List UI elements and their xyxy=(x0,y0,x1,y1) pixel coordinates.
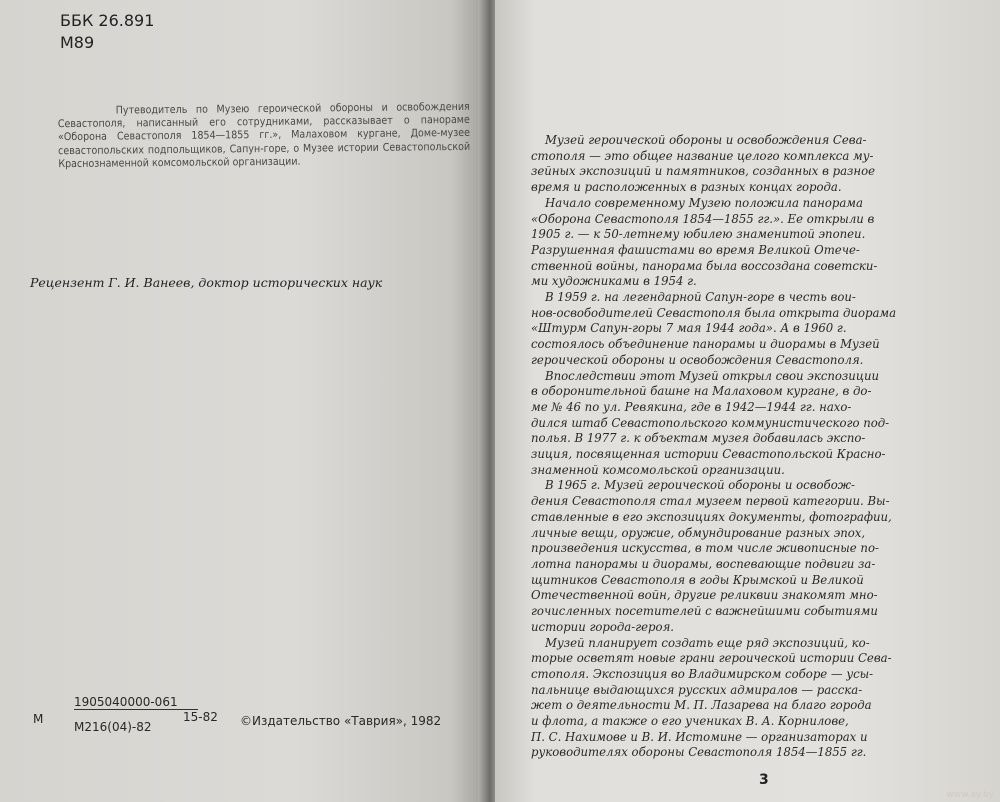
body-line: «Штурм Сапун-горы 7 мая 1944 года». А в 1960 г. xyxy=(531,321,847,336)
body-line: ставленные в его экспозициях документы, фотографии, xyxy=(531,509,892,524)
imprint-code-top: 1905040000-061 xyxy=(74,695,178,709)
body-line: лотна панорамы и диорамы, воспевающие подвиги за- xyxy=(531,556,876,571)
body-line: 1905 г. — к 50-летнему юбилею знаменитой эпопеи. xyxy=(531,227,866,242)
bbk-code: ББК 26.891 xyxy=(60,11,155,30)
body-line: и флота, а также о его учениках В. А. Корнилове, xyxy=(531,714,849,729)
body-line: В 1959 г. на легендарной Сапун-горе в честь вои- xyxy=(545,290,856,305)
right-page xyxy=(495,0,1000,802)
body-line: знаменной комсомольской организации. xyxy=(531,462,785,477)
body-line: гочисленных посетителей с важнейшими событиями xyxy=(531,604,878,619)
body-line: «Оборона Севастополя 1854—1855 гг.». Ее открыли в xyxy=(531,211,875,226)
body-line: дился штаб Севастопольского коммунистического под- xyxy=(531,415,890,430)
body-line: пальнице выдающихся русских адмиралов — расска- xyxy=(531,682,863,697)
annotation: Путеводитель по Музею героической обороны и освобождения Севастополя, написанный его сотрудниками, рассказывает о панораме «Оборона Севастополя 1854—1855 гг.», Малаховом кургане, Доме-музее севастопольских подпольщиков, Сапун-горе, о Музее истории Севастопольской Краснознаменной комсомольской организации. xyxy=(57,100,471,170)
reviewer-line: Рецензент Г. И. Ванеев, доктор исторических наук xyxy=(30,275,383,290)
body-line: дения Севастополя стал музеем первой категории. Вы- xyxy=(531,494,890,509)
bbk-index: М89 xyxy=(60,33,95,52)
body-line: нов-освободителей Севастополя была открыта диорама xyxy=(531,305,897,320)
body-line: героической обороны и освобождения Севастополя. xyxy=(531,352,864,367)
body-line: истории города-героя. xyxy=(531,619,675,634)
imprint-code-side: 15-82 xyxy=(183,710,218,724)
body-text xyxy=(531,133,969,761)
body-line: зейных экспозиций и памятников, созданных в разное xyxy=(531,164,876,179)
body-line: стополя — это общее название целого комплекса му- xyxy=(531,148,874,163)
bbk-block xyxy=(60,10,154,54)
body-line: Музей героической обороны и освобождения Сева- xyxy=(545,133,867,147)
body-line: П. С. Нахимове и В. И. Истомине — организаторах и xyxy=(531,729,868,744)
body-line: личные вещи, оружие, обмундирование разных эпох, xyxy=(531,525,866,540)
body-line: ственной войны, панорама была воссоздана советски- xyxy=(531,258,878,273)
body-line: произведения искусства, в том числе живописные по- xyxy=(531,541,879,556)
imprint-block xyxy=(30,690,480,750)
body-line: В 1965 г. Музей героической обороны и освобож- xyxy=(545,478,855,493)
body-line: Начало современному Музею положила панорама xyxy=(545,195,863,210)
body-line: стополя. Экспозиция во Владимирском соборе — усы- xyxy=(531,666,874,681)
publisher-line: ©Издательство «Таврия», 1982 xyxy=(240,714,442,728)
body-line: время и расположенных в разных концах города. xyxy=(531,180,842,195)
imprint-fraction-line xyxy=(74,709,198,710)
body-line: торые осветят новые грани героической истории Сева- xyxy=(531,651,892,666)
body-line: полья. В 1977 г. к объектам музея добавилась экспо- xyxy=(531,431,866,446)
imprint-code-bottom: М216(04)-82 xyxy=(74,720,152,734)
body-line: в оборонительной башне на Малаховом кургане, в до- xyxy=(531,384,872,399)
body-line: ме № 46 по ул. Ревякина, где в 1942—1944 гг. нахо- xyxy=(531,399,852,414)
body-line: ми художниками в 1954 г. xyxy=(531,274,697,289)
body-line: Отечественной войн, другие реликвии знакомят мно- xyxy=(531,588,878,603)
body-line: щитников Севастополя в годы Крымской и Великой xyxy=(531,572,864,587)
body-line: Разрушенная фашистами во время Великой Отече- xyxy=(531,242,860,257)
body-line: Музей планирует создать еще ряд экспозиций, ко- xyxy=(545,635,870,650)
body-line: состоялось объединение панорамы и диорамы в Музей xyxy=(531,337,880,352)
page-number: 3 xyxy=(759,772,769,788)
body-line: Впоследствии этот Музей открыл свои экспозиции xyxy=(545,368,880,383)
imprint-letter: М xyxy=(33,712,44,726)
body-line: зиция, посвященная истории Севастопольской Красно- xyxy=(531,447,886,462)
left-page xyxy=(0,0,490,802)
body-line: руководителях обороны Севастополя 1854—1855 гг. xyxy=(531,745,867,760)
watermark: www.ay.by xyxy=(946,790,994,800)
body-line: жет о деятельности М. П. Лазарева на благо города xyxy=(531,698,872,713)
